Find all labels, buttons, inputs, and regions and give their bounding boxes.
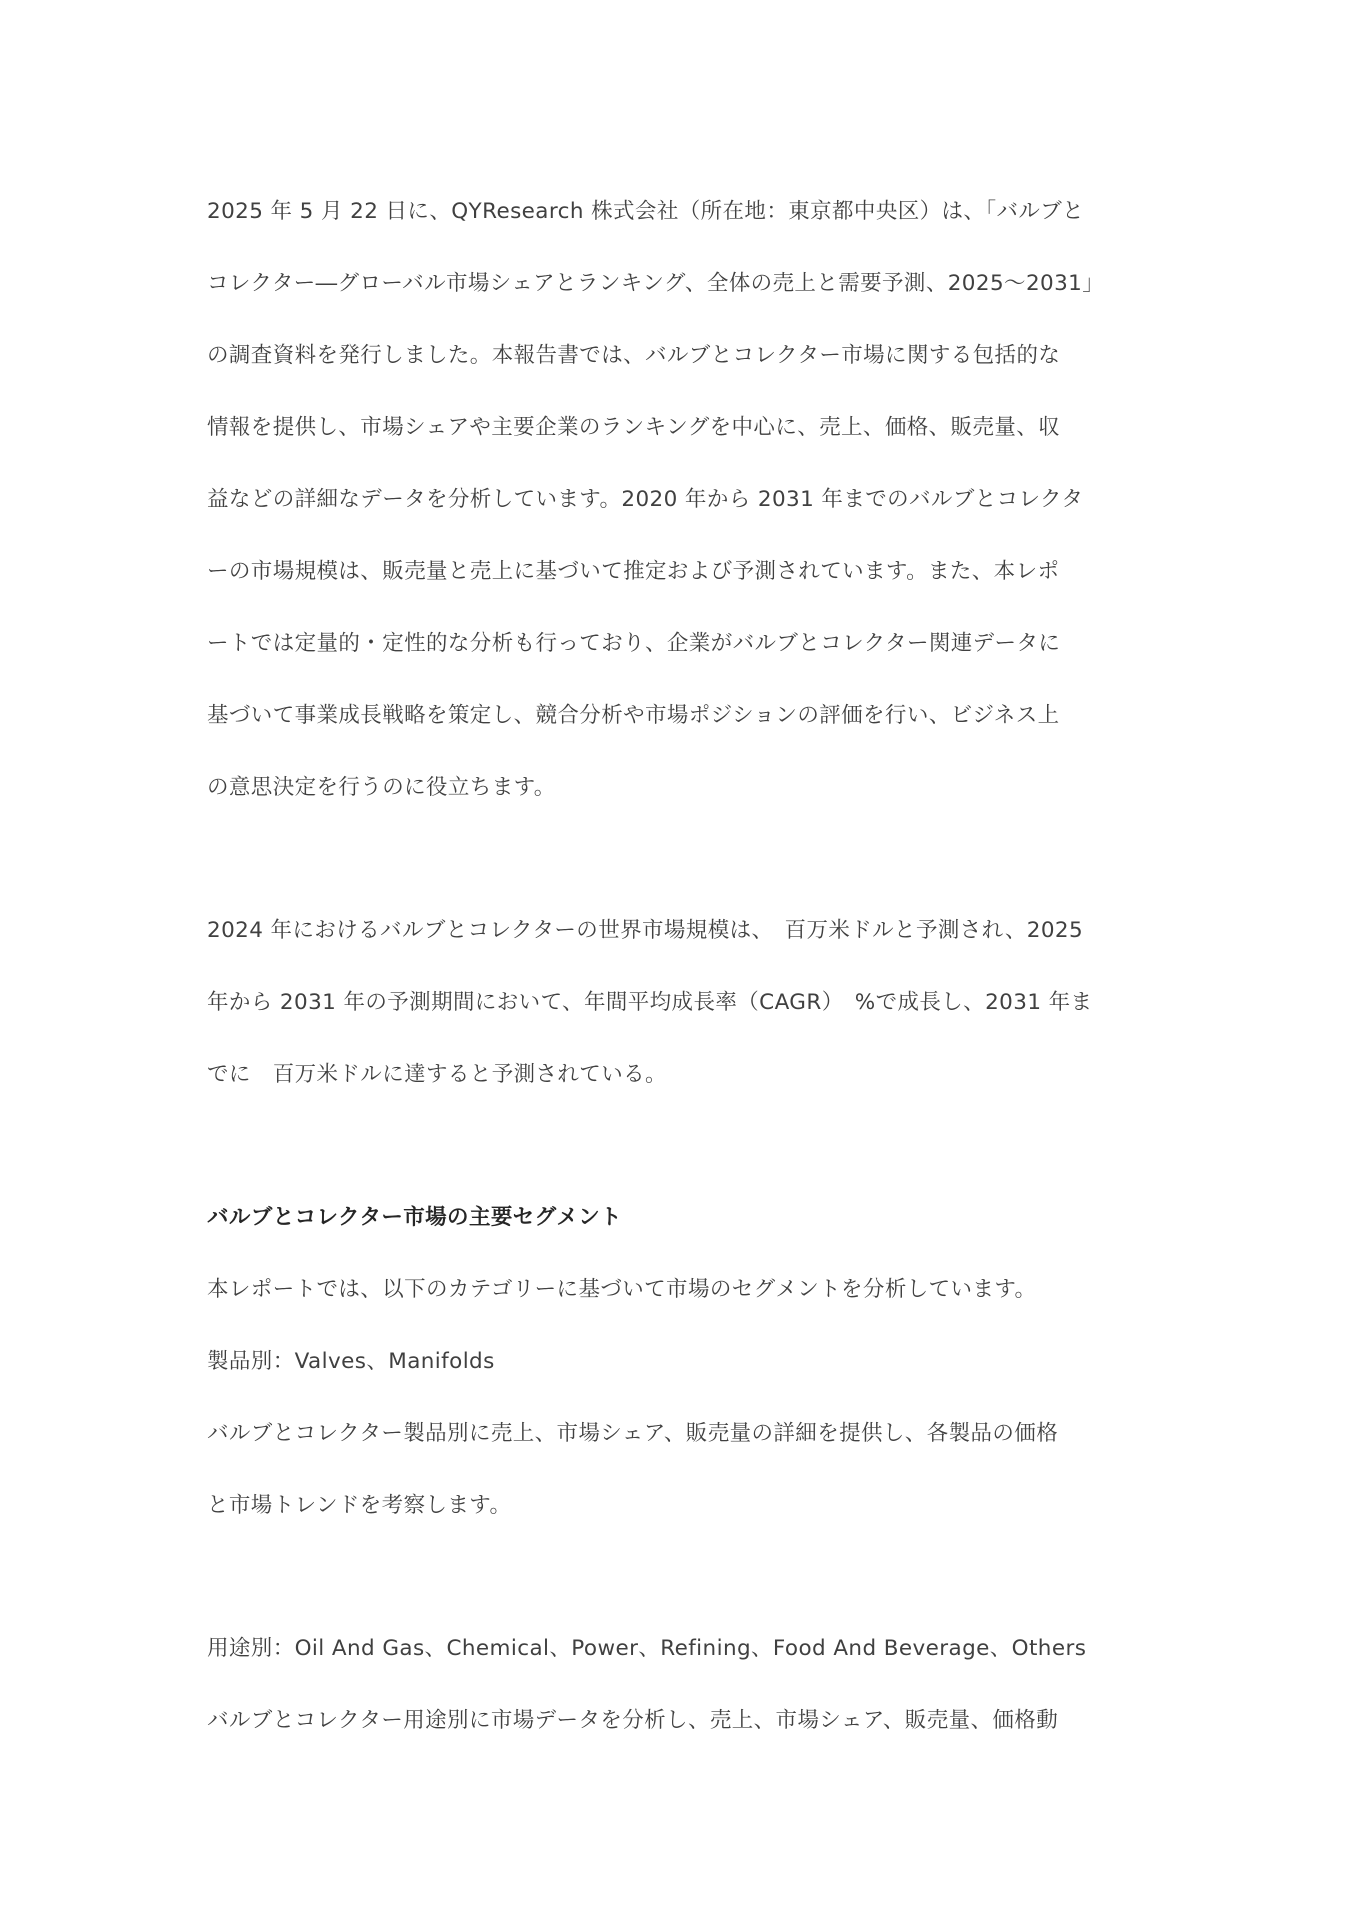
paragraph-spacer (207, 824, 1167, 895)
segments-section (207, 1182, 1167, 1757)
by-application-label: 用途別：Oil And Gas、Chemical、Power、Refining、Food And Beverage、Others (207, 1636, 1087, 1661)
by-product-label: 製品別：Valves、Manifolds (207, 1349, 495, 1374)
intro-line: 2025 年 5 月 22 日に、QYResearch 株式会社（所在地：東京都中央区）は、「バルブと (207, 199, 1085, 224)
document-body (207, 176, 1167, 1757)
market-size-paragraph (207, 895, 1167, 1111)
intro-line: ートでは定量的・定性的な分析も行っており、企業がバルブとコレクター関連データに (207, 631, 1061, 656)
intro-line: の意思決定を行うのに役立ちます。 (207, 775, 556, 800)
by-application-desc-line: バルブとコレクター用途別に市場データを分析し、売上、市場シェア、販売量、価格動 (207, 1708, 1059, 1733)
paragraph-spacer (207, 1111, 1167, 1182)
paragraph-spacer (207, 1542, 1167, 1613)
segments-intro: 本レポートでは、以下のカテゴリーに基づいて市場のセグメントを分析しています。 (207, 1277, 1037, 1302)
market-size-line: 年から 2031 年の予測期間において、年間平均成長率（CAGR） %で成長し、2031 年ま (207, 990, 1093, 1015)
by-product-desc-line: バルブとコレクター製品別に売上、市場シェア、販売量の詳細を提供し、各製品の価格 (207, 1421, 1059, 1446)
intro-line: の調査資料を発行しました。本報告書では、バルブとコレクター市場に関する包括的な (207, 343, 1061, 368)
intro-line: コレクター―グローバル市場シェアとランキング、全体の売上と需要予測、2025～2031」 (207, 271, 1105, 296)
intro-line: ーの市場規模は、販売量と売上に基づいて推定および予測されています。また、本レポ (207, 559, 1060, 584)
market-size-line: 2024 年におけるバルブとコレクターの世界市場規模は、 百万米ドルと予測され、2025 (207, 918, 1084, 943)
intro-line: 基づいて事業成長戦略を策定し、競合分析や市場ポジションの評価を行い、ビジネス上 (207, 703, 1060, 728)
intro-paragraph (207, 176, 1167, 824)
intro-line: 情報を提供し、市場シェアや主要企業のランキングを中心に、売上、価格、販売量、収 (207, 415, 1061, 440)
market-size-line: でに 百万米ドルに達すると予測されている。 (207, 1062, 667, 1087)
intro-line: 益などの詳細なデータを分析しています。2020 年から 2031 年までのバルブとコレクタ (207, 487, 1084, 512)
by-product-desc-line: と市場トレンドを考察します。 (207, 1493, 512, 1518)
segments-heading: バルブとコレクター市場の主要セグメント (207, 1205, 623, 1230)
